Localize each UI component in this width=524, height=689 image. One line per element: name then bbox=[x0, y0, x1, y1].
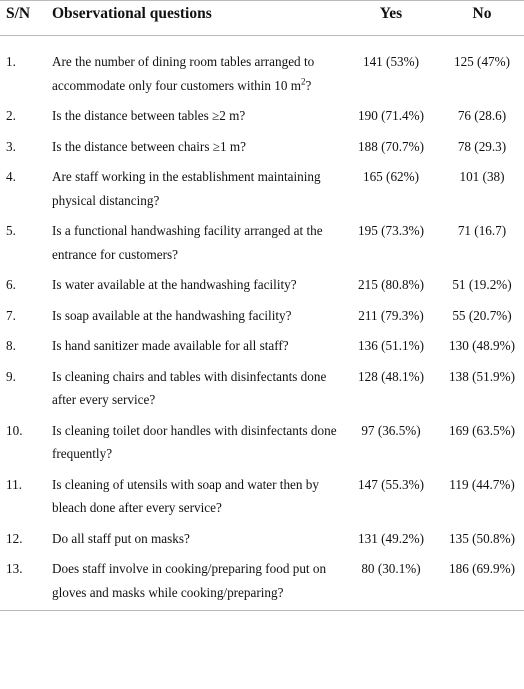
header-question: Observational questions bbox=[52, 1, 342, 36]
table-row bbox=[0, 473, 524, 527]
row-yes-value: 128 (48.1%) bbox=[358, 368, 424, 384]
row-yes-value: 131 (49.2%) bbox=[358, 530, 424, 546]
row-no-value: 186 (69.9%) bbox=[440, 557, 524, 611]
row-question bbox=[52, 36, 342, 105]
row-question bbox=[52, 165, 342, 219]
row-yes-value: 147 (55.3%) bbox=[358, 476, 424, 492]
row-no-value: 125 (47%) bbox=[453, 54, 511, 69]
row-sn: 10. bbox=[6, 422, 23, 438]
row-question bbox=[52, 304, 342, 335]
row-question bbox=[52, 135, 342, 166]
row-question-text: Do all staff put on masks? bbox=[52, 530, 190, 546]
row-yes-value: 215 (80.8%) bbox=[358, 277, 424, 292]
row-no-value: 101 (38) bbox=[459, 169, 505, 184]
table-row bbox=[0, 365, 524, 419]
row-yes-value: 190 (71.4%) bbox=[358, 108, 424, 123]
row-no-value: 169 (63.5%) bbox=[449, 422, 515, 438]
row-no-value: 135 (50.8%) bbox=[449, 530, 515, 546]
table-row bbox=[0, 304, 524, 335]
row-yes-value: 136 (51.1%) bbox=[358, 338, 424, 353]
row-sn: 6. bbox=[6, 277, 16, 292]
row-question bbox=[52, 104, 342, 135]
row-no-value: 78 (29.3) bbox=[457, 138, 507, 154]
row-sn: 8. bbox=[6, 338, 16, 353]
table-header-row bbox=[0, 1, 524, 36]
row-yes-value: 195 (73.3%) bbox=[358, 223, 424, 238]
table-row bbox=[0, 165, 524, 219]
table-row bbox=[0, 334, 524, 365]
row-question bbox=[52, 473, 342, 527]
header-yes: Yes bbox=[342, 1, 440, 36]
row-yes-value: 141 (53%) bbox=[362, 54, 420, 69]
row-no-value: 51 (19.2%) bbox=[452, 277, 512, 292]
table-row bbox=[0, 527, 524, 558]
row-question bbox=[52, 365, 342, 419]
row-question-text: Is soap available at the handwashing facility? bbox=[52, 307, 292, 323]
row-sn: 1. bbox=[6, 54, 16, 69]
header-no: No bbox=[440, 1, 524, 36]
table-body bbox=[0, 36, 524, 611]
row-question-superscript: 2 bbox=[301, 76, 306, 87]
row-question-text: Is the distance between chairs ≥1 m? bbox=[52, 138, 246, 154]
row-yes-value: 97 (36.5%) bbox=[361, 422, 421, 438]
row-question-text: Are staff working in the establishment maintaining physical distancing? bbox=[52, 169, 321, 208]
row-yes-value: 80 (30.1%) bbox=[342, 557, 440, 611]
row-question bbox=[52, 527, 342, 558]
table-row bbox=[0, 273, 524, 304]
row-yes-value: 188 (70.7%) bbox=[358, 138, 424, 154]
row-sn: 9. bbox=[6, 368, 16, 384]
table-row bbox=[0, 557, 524, 611]
row-question-text: Is water available at the handwashing facility? bbox=[52, 277, 297, 292]
row-question bbox=[52, 419, 342, 473]
table-row bbox=[0, 135, 524, 166]
row-yes-value: 165 (62%) bbox=[362, 169, 420, 184]
header-sn: S/N bbox=[0, 1, 52, 36]
row-no-value: 55 (20.7%) bbox=[452, 307, 512, 323]
row-sn: 3. bbox=[6, 138, 16, 154]
row-sn: 11. bbox=[6, 476, 22, 492]
row-question-text: Is cleaning of utensils with soap and water then by bleach done after every service? bbox=[52, 476, 319, 515]
row-no-value: 130 (48.9%) bbox=[449, 338, 515, 353]
row-sn: 12. bbox=[6, 530, 23, 546]
row-question bbox=[52, 557, 342, 611]
row-no-value: 138 (51.9%) bbox=[449, 368, 515, 384]
table-row bbox=[0, 419, 524, 473]
row-question-text: Is hand sanitizer made available for all staff? bbox=[52, 338, 289, 353]
row-question-text: Is the distance between tables ≥2 m? bbox=[52, 108, 246, 123]
row-question bbox=[52, 219, 342, 273]
row-question-text: Is a functional handwashing facility arranged at the entrance for customers? bbox=[52, 223, 323, 262]
row-sn: 7. bbox=[6, 307, 16, 323]
row-question-text: Is cleaning toilet door handles with disinfectants done frequently? bbox=[52, 422, 337, 461]
table-row bbox=[0, 36, 524, 105]
row-sn: 5. bbox=[6, 223, 16, 238]
row-question-suffix: ? bbox=[305, 77, 312, 93]
table-row bbox=[0, 104, 524, 135]
row-yes-value: 211 (79.3%) bbox=[358, 307, 424, 323]
row-question bbox=[52, 334, 342, 365]
row-question-text: Is cleaning chairs and tables with disinfectants done after every service? bbox=[52, 368, 327, 407]
row-question bbox=[52, 273, 342, 304]
row-sn: 4. bbox=[6, 169, 16, 184]
row-question-text: Does staff involve in cooking/preparing food put on gloves and masks while cooking/preparing? bbox=[52, 561, 327, 600]
row-question-text: Are the number of dining room tables arranged to accommodate only four customers within 10 m bbox=[52, 54, 315, 93]
row-no-value: 71 (16.7) bbox=[457, 223, 507, 238]
row-no-value: 119 (44.7%) bbox=[449, 476, 515, 492]
row-sn: 13. bbox=[0, 557, 52, 611]
row-no-value: 76 (28.6) bbox=[457, 108, 507, 123]
row-sn: 2. bbox=[6, 108, 16, 123]
table-row bbox=[0, 219, 524, 273]
